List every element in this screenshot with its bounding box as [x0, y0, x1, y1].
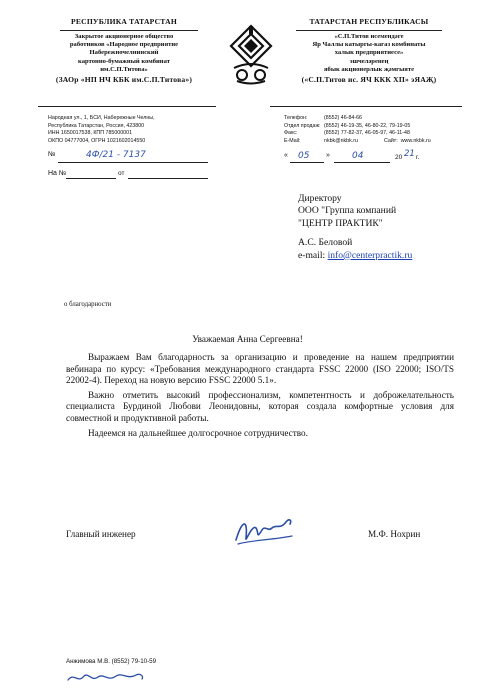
body-paragraph: Надеемся на дальнейшее долгосрочное сотрудничество. [88, 427, 308, 438]
outgoing-ref-line [58, 162, 208, 163]
date-year: 21 [404, 149, 415, 159]
date-day: 05 [298, 151, 310, 161]
letter-body [66, 352, 454, 442]
site-value: www.nkbk.ru [400, 137, 431, 144]
letter-subject: о благодарности [64, 301, 112, 308]
header-divider-left [38, 106, 216, 107]
address-line: Республика Татарстан, Россия, 423800 [48, 122, 145, 129]
header-right-body [276, 33, 462, 84]
body-paragraph: Важно отметить высокий профессионализм, компетентность и доброжелательность специалиста Бурдиной Любови Леонидовны, которая создала комфортные условия для совместной и продуктивной работы. [66, 389, 454, 423]
header-right [276, 18, 462, 26]
company-name-line: Яр Чаллы катыргы-кагаз комбинаты [312, 41, 426, 49]
addressee-email-label: e-mail: [298, 249, 328, 261]
addressee-email-row [298, 250, 488, 262]
phone-label: Телефон: [284, 115, 308, 121]
addressee-company-2: "ЦЕНТР ПРАКТИК" [298, 217, 383, 229]
header-left-body [38, 33, 210, 84]
okpo-line: ОКПО 04777004, ОГРН 1021602014550 [48, 137, 146, 144]
company-name-line: халык предприятиесе» [334, 49, 404, 57]
in-reply-line [66, 178, 116, 179]
in-reply-from-label: от [118, 170, 125, 177]
fax-value: (8552) 77-82-37, 46-05-97, 46-11-48 [324, 130, 410, 137]
signatory-position: Главный инженер [66, 529, 136, 539]
addressee-person: А.С. Беловой [298, 237, 353, 249]
company-name-line: Закрытое акционерное общество [74, 33, 174, 40]
company-name-line: эшчеләренең [349, 57, 389, 65]
in-reply-label: На № [48, 170, 67, 177]
executor-signature-icon [66, 668, 146, 688]
address-line: Народная ул., 1, БСИ, Набережные Челны, [48, 115, 155, 121]
executor-info: Анжимова М.В. (8552) 79-10-59 [66, 658, 157, 665]
header-left-rule [60, 30, 198, 31]
date-month-line [334, 162, 390, 163]
site-label: Сайт: [384, 137, 398, 144]
republic-tt: ТАТАРСТАН РЕСПУБЛИКАСЫ [309, 17, 429, 26]
contact-fax [284, 130, 464, 138]
company-name-line: ябык акционерлык җәмгыяте [323, 65, 415, 73]
phone-value: (8552) 46-84-66 [324, 115, 362, 121]
company-short-name: (ЗАОр «НП НЧ КБК им.С.П.Титова») [55, 75, 193, 85]
signature-icon [232, 510, 296, 550]
outgoing-ref-label: № [48, 151, 56, 158]
in-reply-date-line [128, 178, 208, 179]
header-left [38, 18, 210, 26]
date-open-quote: « [284, 152, 288, 159]
contacts [284, 115, 464, 145]
company-name-line: Набережночелнинский [89, 49, 159, 57]
contact-sales [284, 123, 464, 131]
date-day-line [290, 162, 324, 163]
company-name-line: им.С.П.Титова» [100, 65, 148, 73]
republic-ru: РЕСПУБЛИКА ТАТАРСТАН [71, 17, 177, 26]
email-value: nkbk@nkbk.ru [324, 137, 358, 144]
contact-phone [284, 115, 464, 123]
signatory-name: М.Ф. Нохрин [368, 529, 421, 539]
company-name-line: «С.П.Титов исемендәге [334, 33, 404, 40]
signature-mark [232, 510, 296, 550]
addressee-email-link[interactable]: info@centerpractik.ru [327, 249, 413, 261]
header-divider-right [270, 106, 462, 107]
fax-label: Факс: [284, 130, 298, 137]
company-name-line: картонно-бумажный комбинат [78, 57, 170, 65]
date-year-prefix: 20 [395, 154, 403, 161]
company-short-name: («С.П.Титов ис. ЯЧ ККК ХП» эЯАҖ) [301, 75, 437, 85]
email-label: E-Mail: [284, 137, 301, 144]
requisites [48, 115, 228, 145]
sales-value: (8552) 46-19-35, 46-80-22, 79-19-05 [324, 122, 411, 129]
company-name-line: работников «Народное предприятие [69, 41, 179, 49]
logo-icon [228, 24, 274, 86]
executor-signature [66, 668, 146, 688]
addressee-position: Директору [298, 193, 342, 204]
inn-line: ИНН 1650017538, КПП 785000001 [48, 130, 133, 137]
header-right-rule [296, 30, 442, 31]
date-month: 04 [352, 151, 364, 161]
sales-label: Отдел продаж: [284, 122, 321, 129]
outgoing-ref-number: 4Ф/21 - 7137 [86, 150, 146, 160]
date-close-quote: » [326, 152, 330, 159]
contact-email [284, 138, 464, 146]
addressee-company: ООО "Группа компаний [298, 205, 397, 217]
salutation: Уважаемая Анна Сергеевна! [192, 334, 303, 344]
body-paragraph: Выражаем Вам благодарность за организацию и проведение на нашем предприятии вебинара по курсу: «Требования международного стандарта FSSC 22000 (ISO 22000; ISO/TS 22002-4). Переход на новую версию FSSC 22000 5.1». [66, 352, 454, 386]
addressee-block [298, 193, 488, 262]
company-logo [228, 24, 274, 86]
date-year-suffix: г. [416, 154, 420, 161]
